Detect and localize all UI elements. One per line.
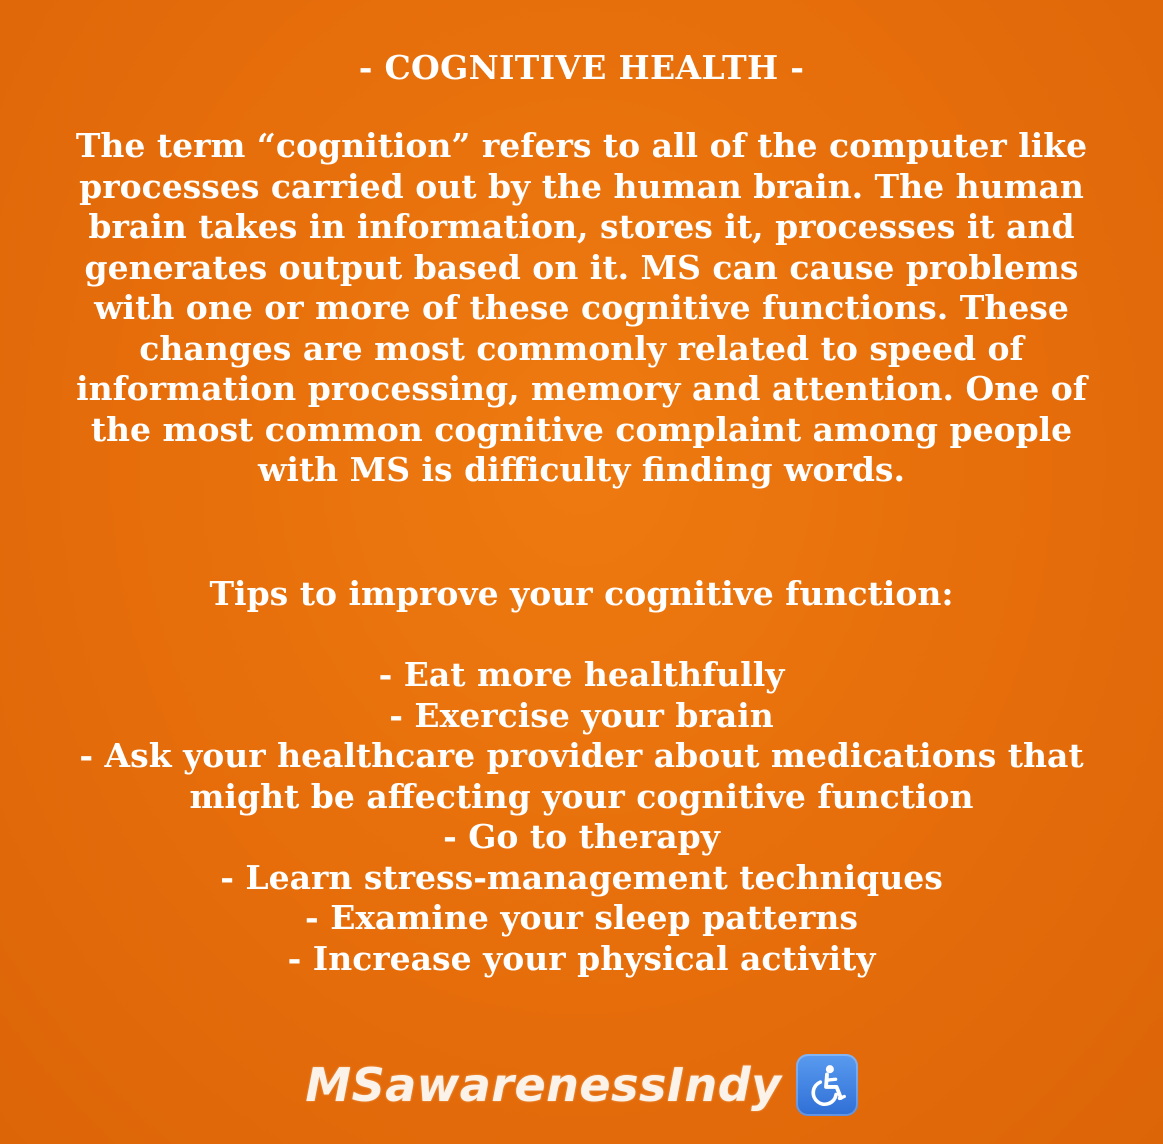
tip-item: - Ask your healthcare provider about medications that might be affecting your cognitive function [79,736,1084,816]
tips-list [45,655,1118,979]
tip-item: - Exercise your brain [389,695,774,735]
tip-item: - Examine your sleep patterns [305,898,858,937]
wheelchair-accessibility-icon [796,1054,858,1116]
brand-name: MSawarenessIndy [305,1058,782,1112]
tip-item: - Eat more healthfully [378,655,785,694]
brand-signature [0,1050,1163,1120]
cognition-description: The term “cognition” refers to all of the computer like processes carried out by the human brain. The human brain takes in information, stores it, processes it and generates output based on it. MS can cause problems with one or more of these cognitive functions. These changes are most commonly related to speed of information processing, memory and attention. One of the most common cognitive complaint among people with MS is difficulty finding words. [75,126,1088,489]
tips-heading: Tips to improve your cognitive function: [209,574,954,613]
tip-item: - Increase your physical activity [287,938,876,978]
tip-item: - Learn stress-management techniques [220,857,943,897]
tip-item: - Go to therapy [443,817,720,856]
poster-title: - COGNITIVE HEALTH - [358,48,805,87]
